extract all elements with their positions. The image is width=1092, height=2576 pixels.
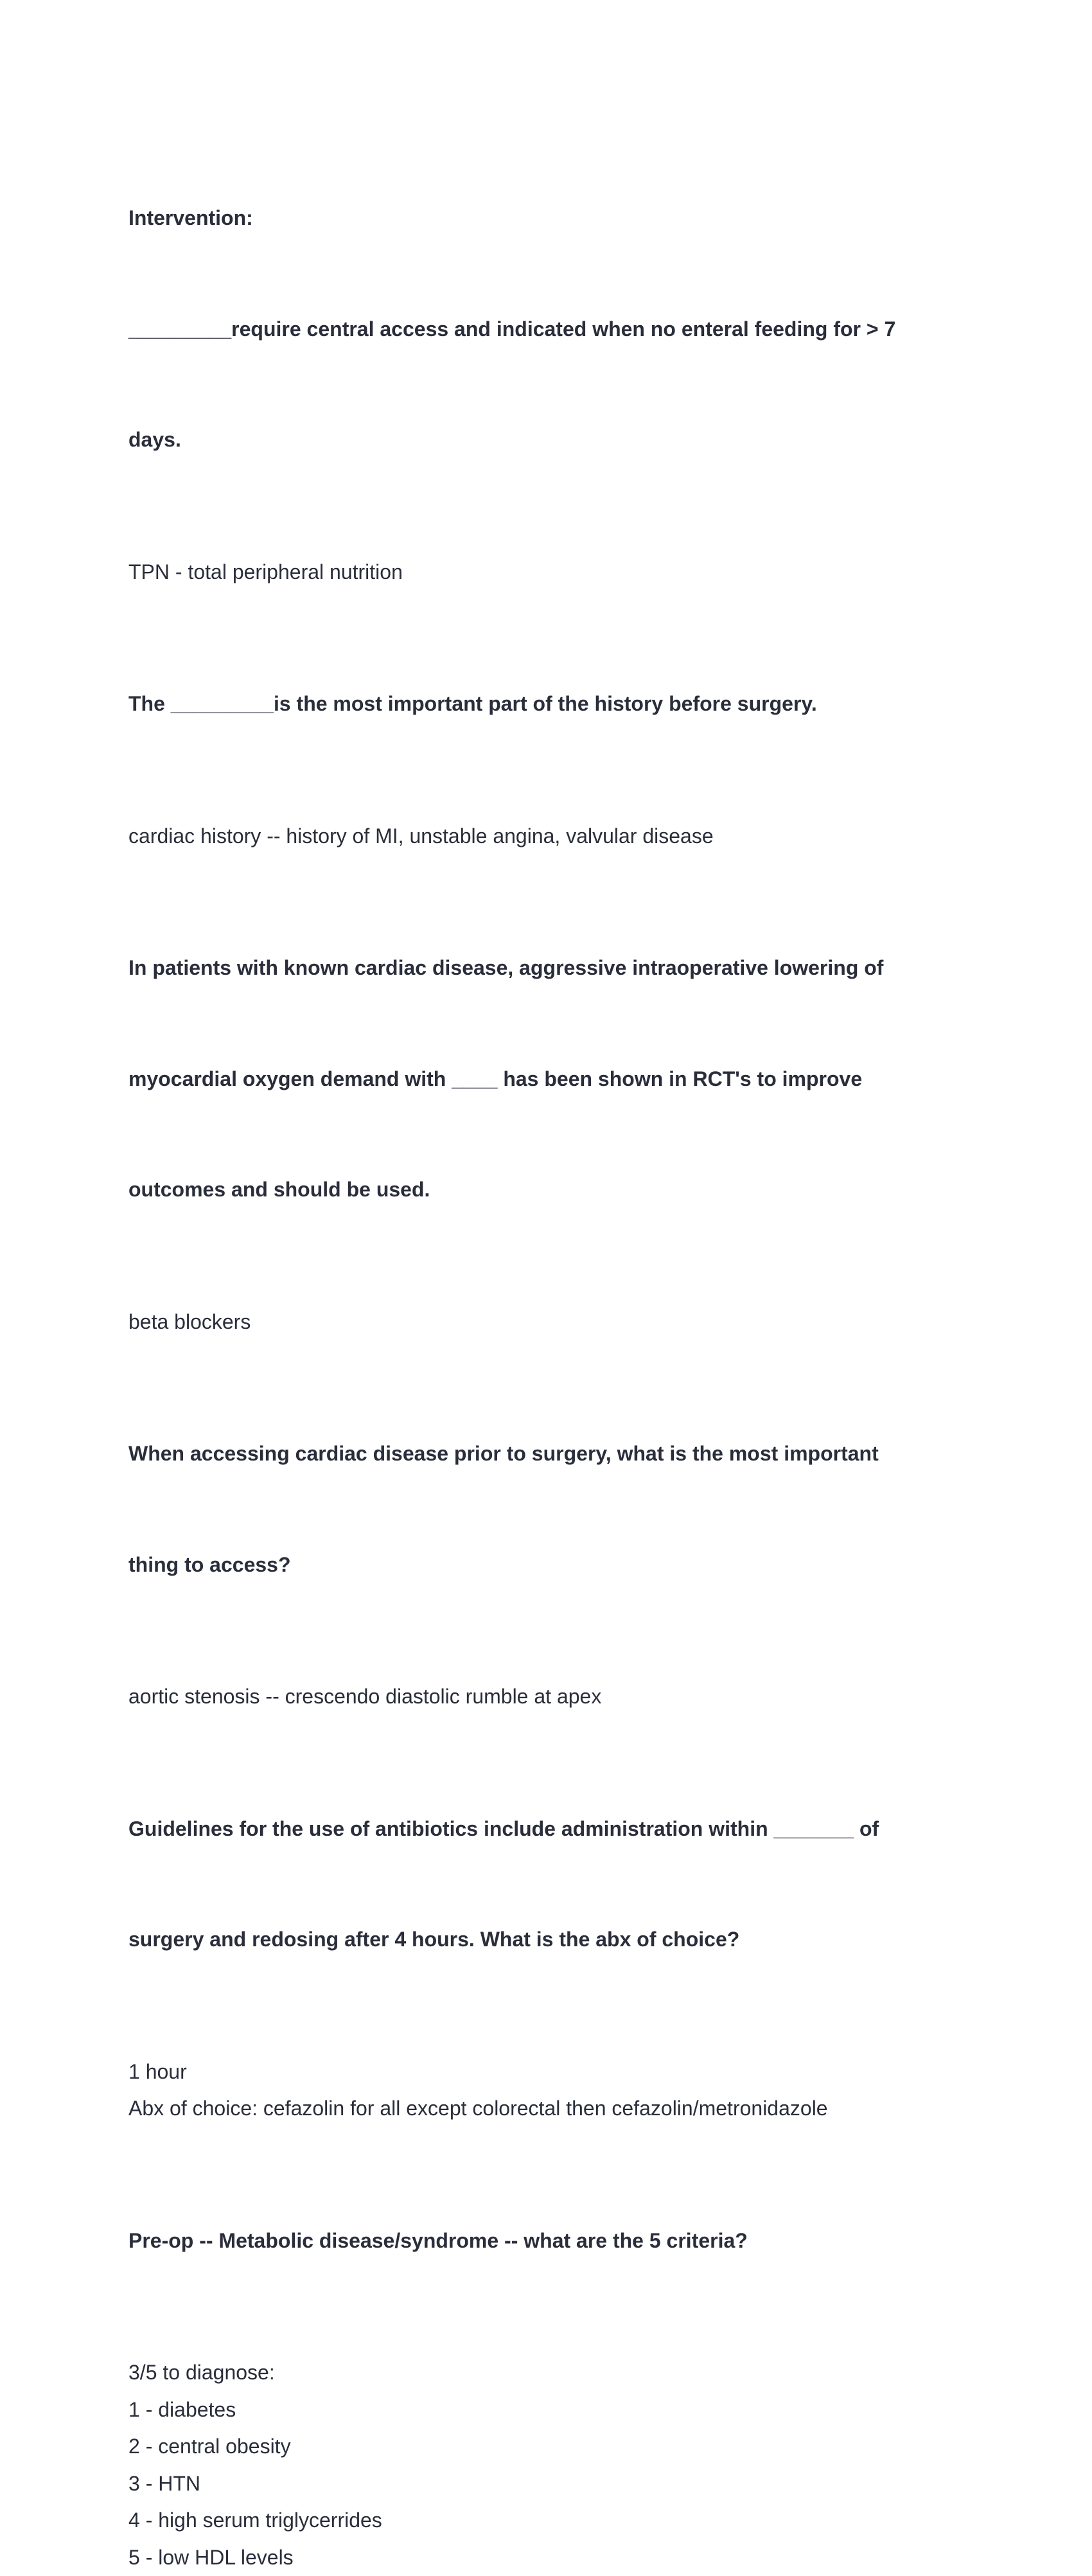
- answer-line: aortic stenosis -- crescendo diastolic rumble at apex: [128, 1678, 964, 1716]
- answer-line: Abx of choice: cefazolin for all except colorectal then cefazolin/metronidazole: [128, 2090, 964, 2127]
- flashcard: [128, 2149, 964, 2576]
- question-line: days.: [128, 422, 964, 459]
- answer-line: 5 - low HDL levels: [128, 2539, 964, 2576]
- question-line: myocardial oxygen demand with ____ has been shown in RCT's to improve: [128, 1061, 964, 1098]
- question-line: thing to access?: [128, 1547, 964, 1584]
- flashcard: [128, 876, 964, 1362]
- answer: [128, 818, 964, 855]
- answer-line: 3/5 to diagnose:: [128, 2354, 964, 2392]
- question: [128, 2149, 964, 2334]
- question: [128, 612, 964, 797]
- question: [128, 1737, 964, 2032]
- question-line: Guidelines for the use of antibiotics include administration within _______ of: [128, 1811, 964, 1848]
- answer-line: TPN - total peripheral nutrition: [128, 554, 964, 591]
- answer: [128, 2054, 964, 2127]
- question-line: surgery and redosing after 4 hours. What is the abx of choice?: [128, 1921, 964, 1959]
- answer: [128, 1304, 964, 1341]
- question-line: Pre-op -- Metabolic disease/syndrome -- what are the 5 criteria?: [128, 2223, 964, 2260]
- answer-line: 4 - high serum triglycerrides: [128, 2502, 964, 2539]
- document-page: [128, 126, 964, 2576]
- answer-line: 2 - central obesity: [128, 2428, 964, 2465]
- answer: [128, 1678, 964, 1716]
- question: [128, 126, 964, 533]
- flashcard: [128, 126, 964, 612]
- flashcard: [128, 1362, 964, 1737]
- answer-line: 1 - diabetes: [128, 2392, 964, 2429]
- answer: [128, 2354, 964, 2576]
- question: [128, 876, 964, 1283]
- question-line: In patients with known cardiac disease, aggressive intraoperative lowering of: [128, 950, 964, 987]
- answer: [128, 554, 964, 591]
- question-line: The _________is the most important part of the history before surgery.: [128, 686, 964, 723]
- flashcard: [128, 612, 964, 876]
- question-line: _________require central access and indicated when no enteral feeding for > 7: [128, 311, 964, 348]
- answer-line: 3 - HTN: [128, 2465, 964, 2503]
- flashcard: [128, 1737, 964, 2149]
- question-line: Intervention:: [128, 200, 964, 237]
- answer-line: beta blockers: [128, 1304, 964, 1341]
- answer-line: 1 hour: [128, 2054, 964, 2091]
- answer-line: cardiac history -- history of MI, unstable angina, valvular disease: [128, 818, 964, 855]
- question-line: outcomes and should be used.: [128, 1171, 964, 1209]
- question-line: When accessing cardiac disease prior to surgery, what is the most important: [128, 1435, 964, 1473]
- question: [128, 1362, 964, 1657]
